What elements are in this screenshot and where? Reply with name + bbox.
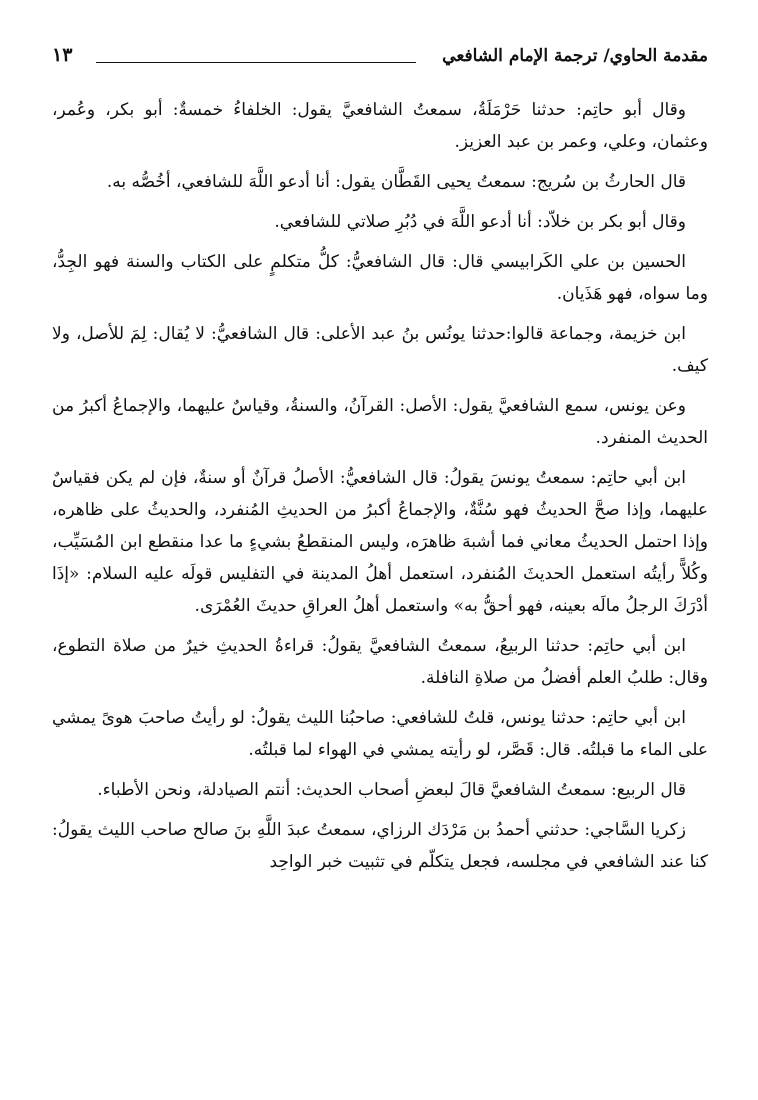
- document-page: [52, 40, 708, 872]
- paragraph: قال الربيع: سمعتُ الشافعيَّ قالَ لبعضِ أصحاب الحديث: أنتم الصيادلة، ونحن الأطباء.: [97, 780, 686, 800]
- paragraph: وقال أبو بكر بن خلاّد: أنا أدعو اللَّهَ في دُبُرِ صلاتي للشافعي.: [274, 212, 686, 232]
- paragraph: ابن خزيمة، وجماعة قالوا:حدثنا يونُس بنُ عبد الأعلى: قال الشافعيُّ: لا يُقال: لِمَ للأصل، ولا كيف.: [52, 324, 708, 376]
- paragraph: وقال أبو حاتِم: حدثنا حَرْمَلَةُ، سمعتُ الشافعيَّ يقول: الخلفاءُ خمسةٌ: أبو بكر، وعُمر، وعثمان، وعلي، وعمر بن عبد العزيز.: [52, 100, 708, 152]
- paragraph: قال الحارثُ بن سُريج: سمعتُ يحيى القَطَّان يقول: أنا أدعو اللَّهَ للشافعي، أخُصُّه به.: [106, 172, 686, 192]
- paragraph: ابن أبي حاتِم: سمعتُ يونسَ يقولُ: قال الشافعيُّ: الأصلُ قرآنٌ أو سنةٌ، فإن لم يكن فقياسٌ عليهما، وإذا صحَّ الحديثُ فهو سُنَّةٌ، والإجماعُ أكبرُ من الحديثِ المُنفرد، والحديثُ على ظاهره، وإذا احتمل الحديثُ معاني فما أشبهَ ظاهرَه، وليس المنقطعُ بشيءٍ ما عدا منقطع ابن المُسَيِّب، وكُلاًّ رأيتُه استعمل الحديثَ المُنفرد، استعمل أهلُ المدينة في التفليس قولَه عليه السلام: «إذَا أدْرَكَ الرجلُ مالَه بعينه، فهو أحقُّ به» واستعمل أهلُ العراقِ حديثَ العُمْرَى.: [52, 468, 708, 616]
- header-rule: [96, 62, 416, 63]
- running-header: [52, 40, 708, 76]
- paragraph: ابن أبي حاتِم: حدثنا الربيعُ، سمعتُ الشافعيَّ يقولُ: قراءةُ الحديثِ خيرٌ من صلاة التطوع، وقال: طلبُ العلم أفضلُ من صلاةِ النافلة.: [52, 636, 708, 688]
- header-title: مقدمة الحاوي/ ترجمة الإمام الشافعي: [442, 46, 708, 66]
- paragraph: ابن أبي حاتِم: حدثنا يونس، قلتُ للشافعي: صاحبُنا الليث يقولُ: لو رأيتُ صاحبَ هوىً يمشي على الماء ما قبلتُه. قال: قَصَّر، لو رأيته يمشي في الهواء لما قبلتُه.: [52, 708, 708, 760]
- page-number: ١٣: [52, 44, 73, 66]
- body-text: [52, 94, 708, 884]
- paragraph: زكريا السَّاجي: حدثني أحمدُ بن مَرْدَك الرزاي، سمعتُ عبدَ اللَّهِ بنَ صالح صاحب الليث يقولُ: كنا عند الشافعي في مجلسه، فجعل يتكلّم في تثبيت خبر الواحِد: [52, 820, 708, 872]
- paragraph: الحسين بن علي الكَرابيسي قال: قال الشافعيُّ: كلُّ متكلمٍ على الكتاب والسنة فهو الجِدُّ، وما سواه، فهو هَذَيان.: [52, 252, 708, 304]
- paragraph: وعن يونس، سمع الشافعيَّ يقول: الأصل: القرآنُ، والسنةُ، وقياسٌ عليهما، والإجماعُ أكبرُ من الحديث المنفرد.: [52, 396, 708, 448]
